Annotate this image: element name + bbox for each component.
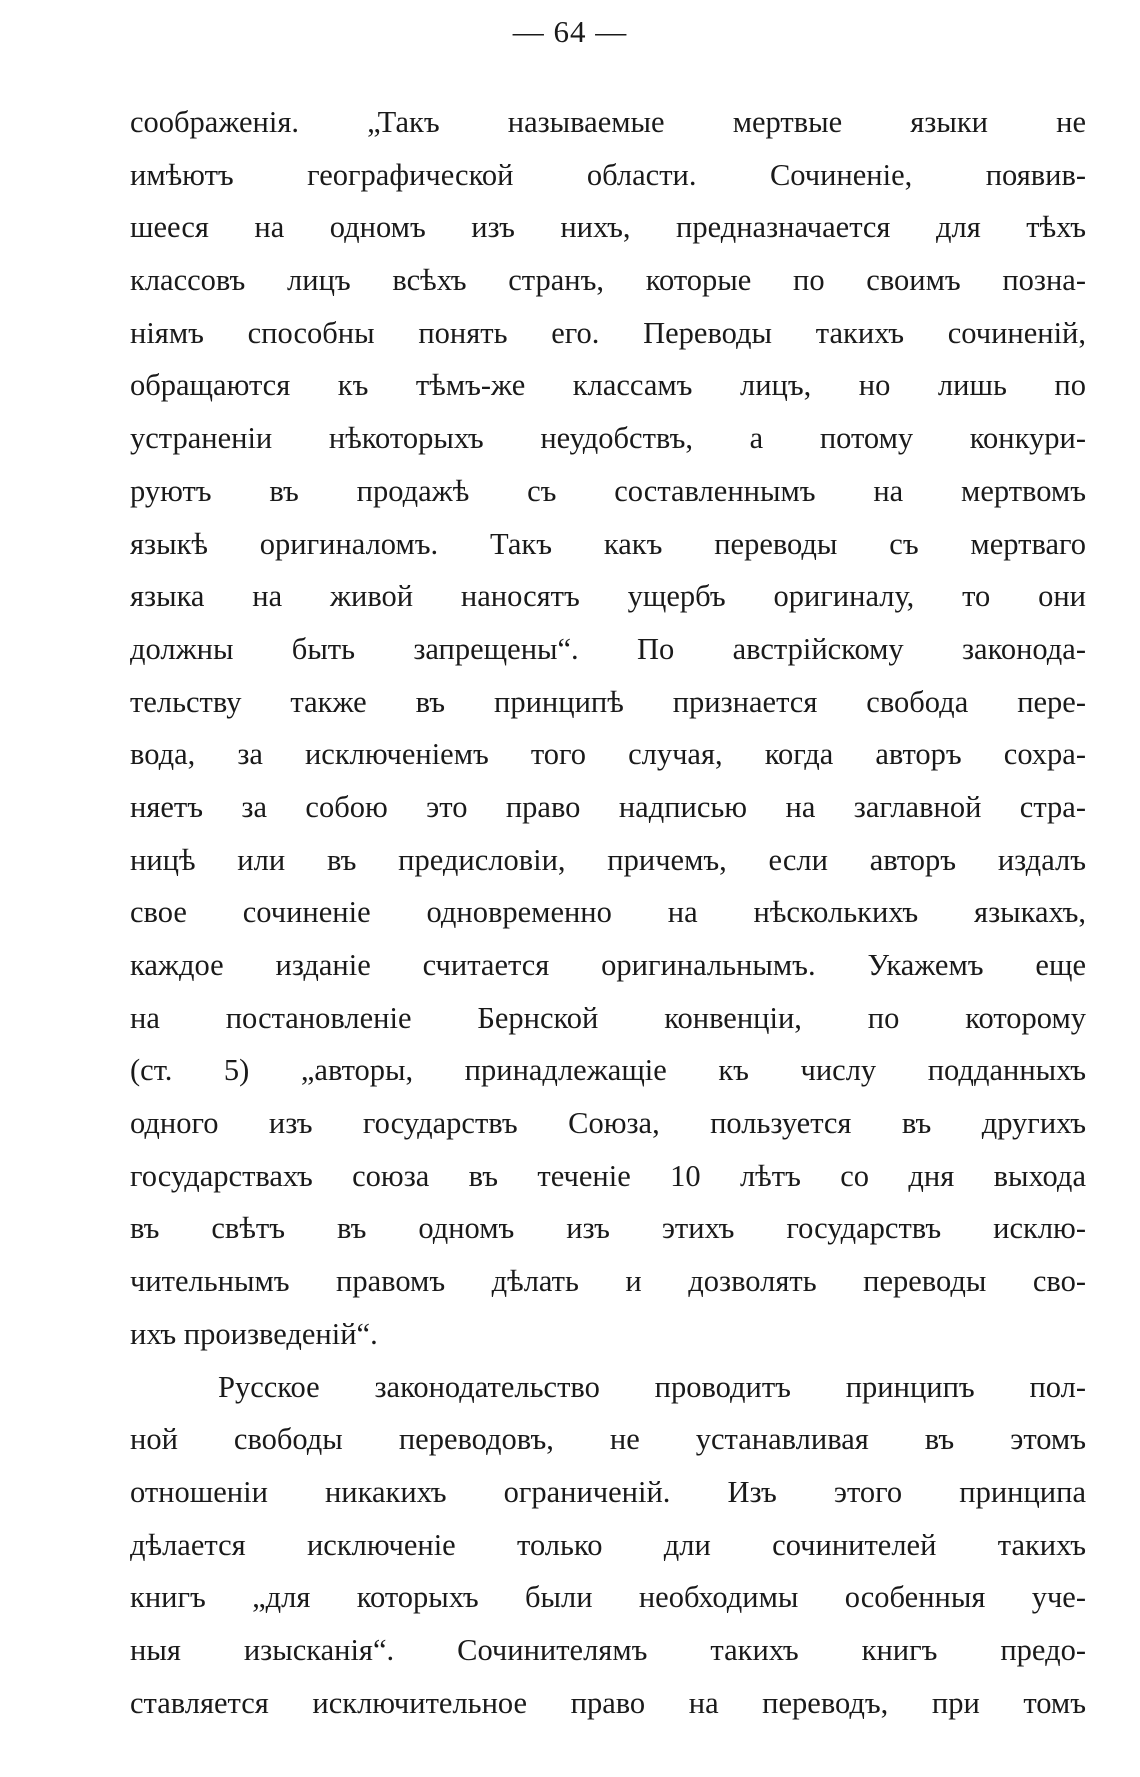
text-line: должны быть запрещены“. По австрійскому законода- xyxy=(130,631,1086,666)
body-text xyxy=(130,96,1086,1729)
text-line: на постановленіе Бернской конвенціи, по которому xyxy=(130,1000,1086,1035)
text-line: ницѣ или въ предисловіи, причемъ, если авторъ издалъ xyxy=(130,842,1086,877)
text-line: руютъ въ продажѣ съ составленнымъ на мертвомъ xyxy=(130,473,1086,508)
text-line: шееся на одномъ изъ нихъ, предназначается для тѣхъ xyxy=(130,210,1086,245)
text-line: ніямъ способны понять его. Переводы такихъ сочиненій, xyxy=(130,315,1086,350)
text-line: ныя изысканія“. Сочинителямъ такихъ книгъ предо- xyxy=(130,1632,1086,1667)
text-line: одного изъ государствъ Союза, пользуется въ другихъ xyxy=(130,1106,1086,1141)
text-line: обращаются къ тѣмъ-же классамъ лицъ, но лишь по xyxy=(130,368,1086,403)
text-line: дѣлается исключеніе только дли сочинителей такихъ xyxy=(130,1527,1086,1562)
text-line: имѣютъ географической области. Сочиненіе, появив- xyxy=(130,157,1086,192)
text-line: вода, за исключеніемъ того случая, когда авторъ сохра- xyxy=(130,737,1086,772)
text-line: языка на живой наносятъ ущербъ оригиналу, то они xyxy=(130,579,1086,614)
text-line: няетъ за собою это право надписью на заглавной стра- xyxy=(130,789,1086,824)
text-line: чительнымъ правомъ дѣлать и дозволять переводы сво- xyxy=(130,1264,1086,1299)
text-line: книгъ „для которыхъ были необходимы особенныя уче- xyxy=(130,1580,1086,1615)
paragraph-1 xyxy=(130,96,1086,1361)
text-line: государствахъ союза въ теченіе 10 лѣтъ со дня выхода xyxy=(130,1158,1086,1193)
text-line: устраненіи нѣкоторыхъ неудобствъ, а потому конкури- xyxy=(130,421,1086,456)
page-number: — 64 — xyxy=(512,14,628,49)
paragraph-2 xyxy=(130,1361,1086,1730)
text-line: (ст. 5) „авторы, принадлежащіе къ числу подданныхъ xyxy=(130,1053,1086,1088)
text-line: классовъ лицъ всѣхъ странъ, которые по своимъ позна- xyxy=(130,263,1086,298)
text-line: свое сочиненіе одновременно на нѣсколькихъ языкахъ, xyxy=(130,895,1086,930)
text-line: ихъ произведеній“. xyxy=(130,1316,378,1351)
text-line: въ свѣтъ въ одномъ изъ этихъ государствъ исклю- xyxy=(130,1211,1086,1246)
text-line: соображенія. „Такъ называемые мертвые языки не xyxy=(130,105,1086,139)
text-line: каждое изданіе считается оригинальнымъ. Укажемъ еще xyxy=(130,948,1086,982)
text-line: языкѣ оригиналомъ. Такъ какъ переводы съ мертваго xyxy=(130,526,1086,561)
text-line: отношеніи никакихъ ограниченій. Изъ этого принципа xyxy=(130,1474,1086,1509)
text-line: Русское законодательство проводитъ принципъ пол- xyxy=(218,1369,1086,1404)
text-line: ставляется исключительное право на переводъ, при томъ xyxy=(130,1685,1086,1720)
text-line: тельству также въ принципѣ признается свобода пере- xyxy=(130,684,1086,719)
text-line: ной свободы переводовъ, не устанавливая въ этомъ xyxy=(130,1422,1086,1457)
